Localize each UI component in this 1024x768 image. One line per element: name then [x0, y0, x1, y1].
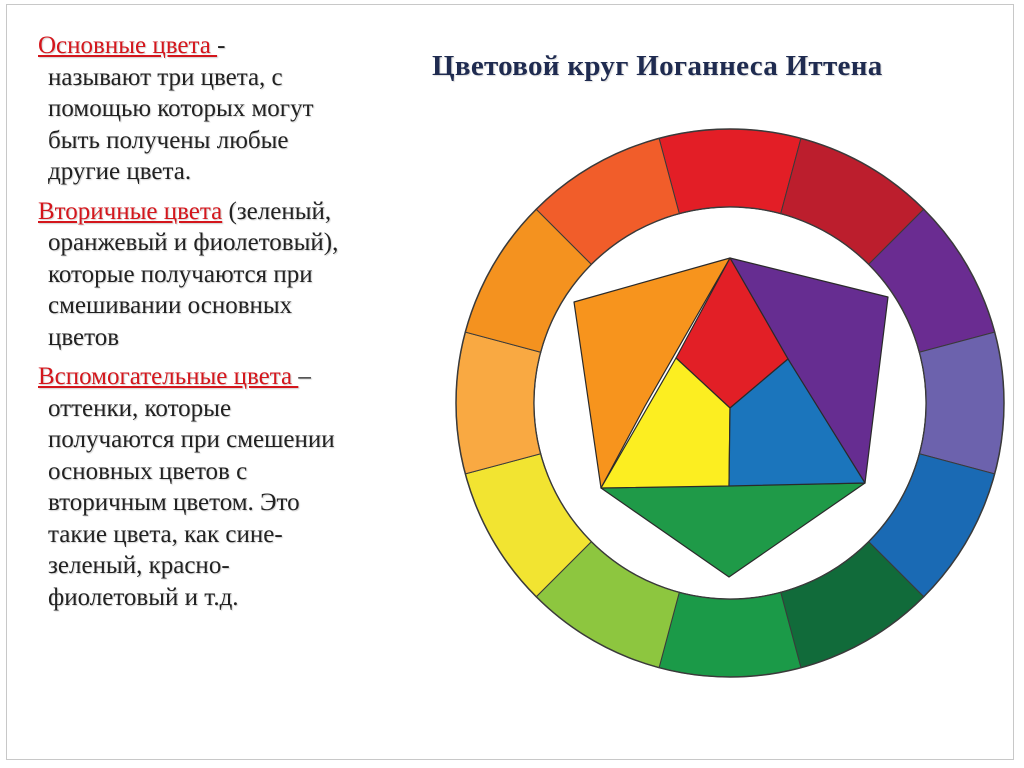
- secondary-line-4: цветов: [48, 323, 120, 351]
- tertiary-line-1: оттенки, которые: [48, 394, 232, 422]
- secondary-line-2: которые получаются при: [48, 260, 313, 288]
- definitions-text: [38, 30, 418, 621]
- primary-line-3: быть получены любые: [48, 126, 289, 154]
- tertiary-line-4: вторичным цветом. Это: [48, 489, 300, 516]
- secondary-line-3: смешивании основных: [48, 292, 293, 319]
- primary-line-2: помощью которых могут: [48, 95, 314, 122]
- secondary-colors-first-rest: (зеленый,: [222, 197, 332, 225]
- tertiary-line-2: получаются при смешении: [48, 426, 335, 453]
- primary-line-4: другие цвета.: [48, 158, 192, 185]
- secondary-line-1: оранжевый и фиолетовый),: [48, 229, 339, 256]
- secondary-colors-term: Вторичные цвета: [38, 197, 223, 225]
- tertiary-colors-definition: [38, 361, 418, 613]
- page-title: Цветовой круг Иоганнеса Иттена: [432, 50, 883, 82]
- primary-line-1: называют три цвета, с: [48, 63, 283, 91]
- ring-segment-4: [919, 332, 1004, 474]
- tertiary-line-7: фиолетовый и т.д.: [48, 583, 239, 611]
- primary-colors-definition: [38, 30, 418, 188]
- tertiary-colors-term: Вспомогательные цвета: [38, 363, 299, 390]
- ring-segment-10: [456, 332, 541, 474]
- primary-colors-term: Основные цвета: [38, 32, 218, 59]
- ring-segment-1: [659, 129, 801, 214]
- primary-colors-sep: -: [217, 32, 226, 59]
- itten-color-wheel: [452, 125, 1008, 681]
- tertiary-line-6: зеленый, красно-: [48, 552, 230, 579]
- tertiary-line-3: основных цветов с: [48, 457, 248, 485]
- secondary-colors-definition: [38, 196, 418, 354]
- tertiary-colors-sep: –: [298, 363, 311, 390]
- tertiary-line-5: такие цвета, как сине-: [48, 520, 283, 548]
- ring-segment-7: [659, 592, 801, 677]
